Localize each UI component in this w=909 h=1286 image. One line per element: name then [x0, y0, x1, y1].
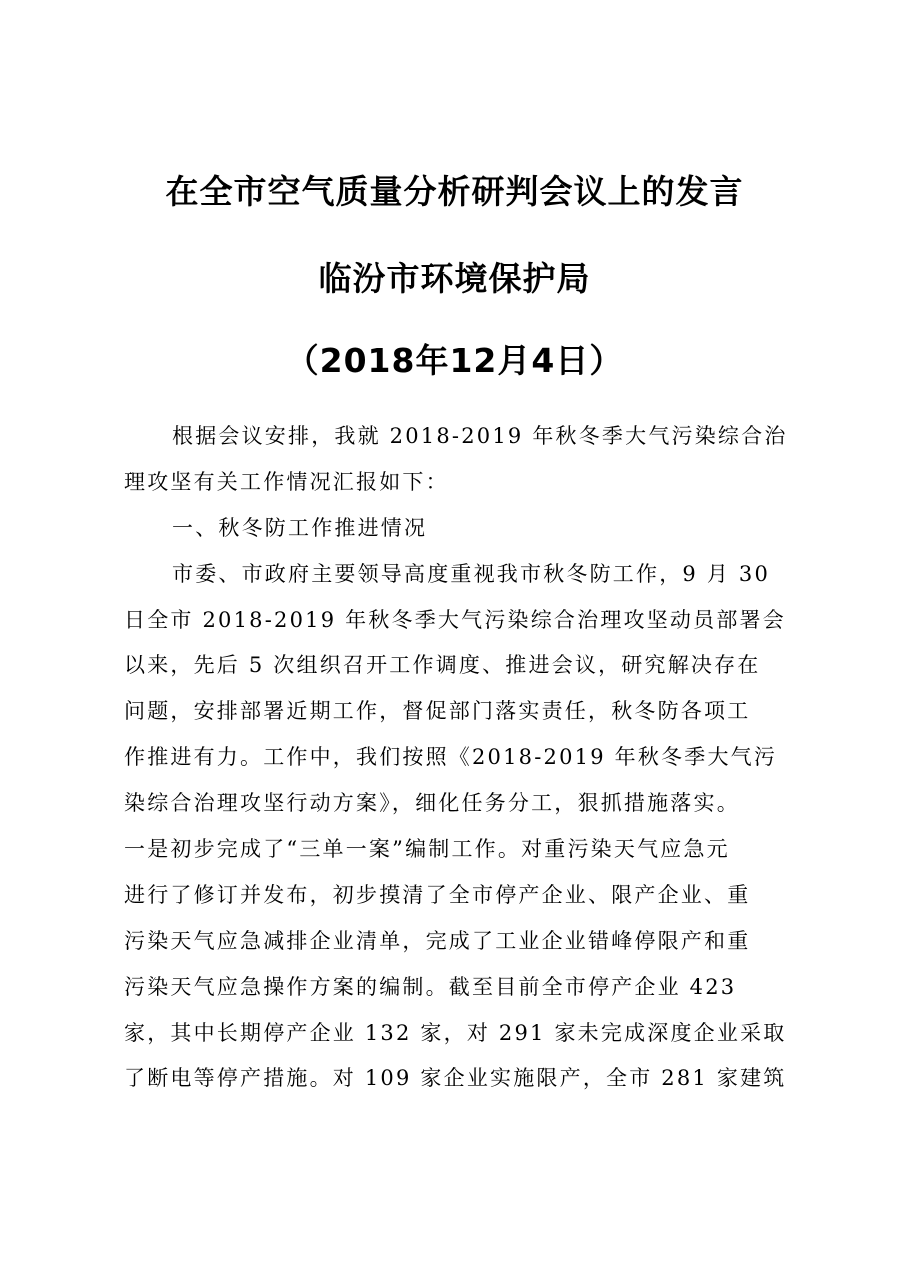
document-title: 在全市空气质量分析研判会议上的发言 [165, 172, 744, 211]
body-line: 市委、市政府主要领导高度重视我市秋冬防工作，9 月 30 [172, 561, 771, 586]
body-line: 理攻坚有关工作情况汇报如下： [124, 469, 449, 494]
body-line: 以来，先后 5 次组织召开工作调度、推进会议，研究解决存在 [124, 653, 761, 678]
body-line: 问题，安排部署近期工作，督促部门落实责任，秋冬防各项工 [124, 699, 751, 724]
body-line: 一是初步完成了“三单一案”编制工作。对重污染天气应急元 [124, 837, 730, 862]
document-body [124, 414, 800, 1102]
document-date: （2018年12月4日） [285, 341, 624, 380]
body-line: 作推进有力。工作中，我们按照《2018-2019 年秋冬季大气污 [124, 745, 778, 770]
section-heading: 一、秋冬防工作推进情况 [172, 515, 428, 540]
body-line: 染综合治理攻坚行动方案》，细化任务分工，狠抓措施落实。 [124, 791, 740, 816]
document-organization: 临汾市环境保护局 [318, 259, 591, 298]
body-line: 家，其中长期停产企业 132 家，对 291 家未完成深度企业采取 [124, 1020, 787, 1045]
body-line: 污染天气应急减排企业清单，完成了工业企业错峰停限产和重 [124, 928, 751, 953]
body-line: 日全市 2018-2019 年秋冬季大气污染综合治理攻坚动员部署会 [124, 607, 786, 632]
body-line: 污染天气应急操作方案的编制。截至目前全市停产企业 423 [124, 974, 737, 999]
body-line: 根据会议安排，我就 2018-2019 年秋冬季大气污染综合治 [172, 424, 788, 448]
body-line: 了断电等停产措施。对 109 家企业实施限产，全市 281 家建筑 [124, 1066, 787, 1091]
body-line: 进行了修订并发布，初步摸清了全市停产企业、限产企业、重 [124, 882, 751, 907]
